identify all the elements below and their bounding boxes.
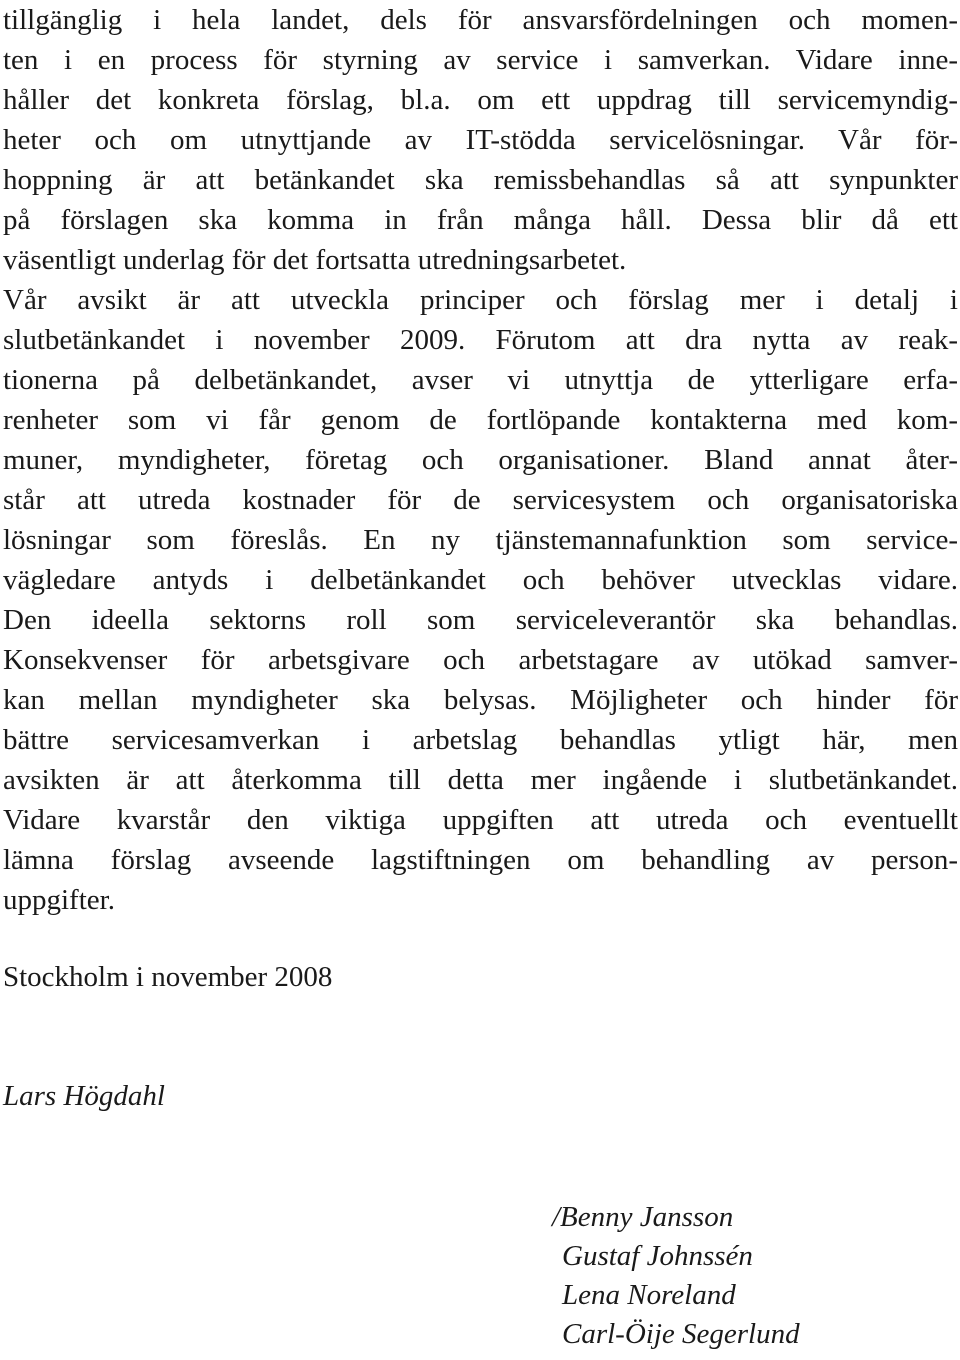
co-signer-name: Lena Noreland (562, 1279, 736, 1311)
text-line: Konsekvenser för arbetsgivare och arbetstagare av utökad samver- (3, 644, 958, 676)
text-line: slutbetänkandet i november 2009. Förutom att dra nytta av reak- (3, 324, 958, 356)
text-line: muner, myndigheter, företag och organisationer. Bland annat åter- (3, 444, 958, 476)
text-line: väsentligt underlag för det fortsatta utredningsarbetet. (3, 244, 627, 276)
text-line: Den ideella sektorns roll som serviceleverantör ska behandlas. (3, 604, 958, 636)
text-line: på förslagen ska komma in från många håll. Dessa blir då ett (3, 204, 958, 236)
body-text (3, 0, 958, 920)
text-line: hoppning är att betänkandet ska remissbehandlas så att synpunkter (3, 164, 958, 196)
text-line: bättre servicesamverkan i arbetslag behandlas ytligt här, men (3, 724, 958, 756)
text-line: kan mellan myndigheter ska belysas. Möjligheter och hinder för (3, 684, 958, 716)
co-signer-name: /Benny Jansson (552, 1201, 734, 1233)
text-line: står att utreda kostnader för de servicesystem och organisatoriska (3, 484, 958, 516)
text-line: avsikten är att återkomma till detta mer ingående i slutbetänkandet. (3, 764, 958, 796)
text-line: renheter som vi får genom de fortlöpande kontakterna med kom- (3, 404, 958, 436)
text-line: lämna förslag avseende lagstiftningen om behandling av person- (3, 844, 958, 876)
co-signer-name: Carl-Öije Segerlund (562, 1318, 800, 1350)
text-line: uppgifter. (3, 884, 115, 916)
place-and-date: Stockholm i november 2008 (3, 961, 333, 993)
text-line: heter och om utnyttjande av IT-stödda servicelösningar. Vår för- (3, 124, 958, 156)
text-line: ten i en process för styrning av service i samverkan. Vidare inne- (3, 44, 958, 76)
text-line: håller det konkreta förslag, bl.a. om ett uppdrag till servicemyndig- (3, 84, 958, 116)
text-line: Vår avsikt är att utveckla principer och förslag mer i detalj i (3, 284, 958, 316)
signatory-name: Lars Högdahl (3, 1080, 165, 1112)
text-line: vägledare antyds i delbetänkandet och behöver utvecklas vidare. (3, 564, 958, 596)
text-line: Vidare kvarstår den viktiga uppgiften att utreda och eventuellt (3, 804, 958, 836)
text-line: tionerna på delbetänkandet, avser vi utnyttja de ytterligare erfa- (3, 364, 958, 396)
co-signer-name: Gustaf Johnssén (562, 1240, 753, 1272)
text-line: tillgänglig i hela landet, dels för ansvarsfördelningen och momen- (3, 4, 958, 36)
co-signers-list (552, 1198, 800, 1354)
text-line: lösningar som föreslås. En ny tjänstemannafunktion som service- (3, 524, 958, 556)
